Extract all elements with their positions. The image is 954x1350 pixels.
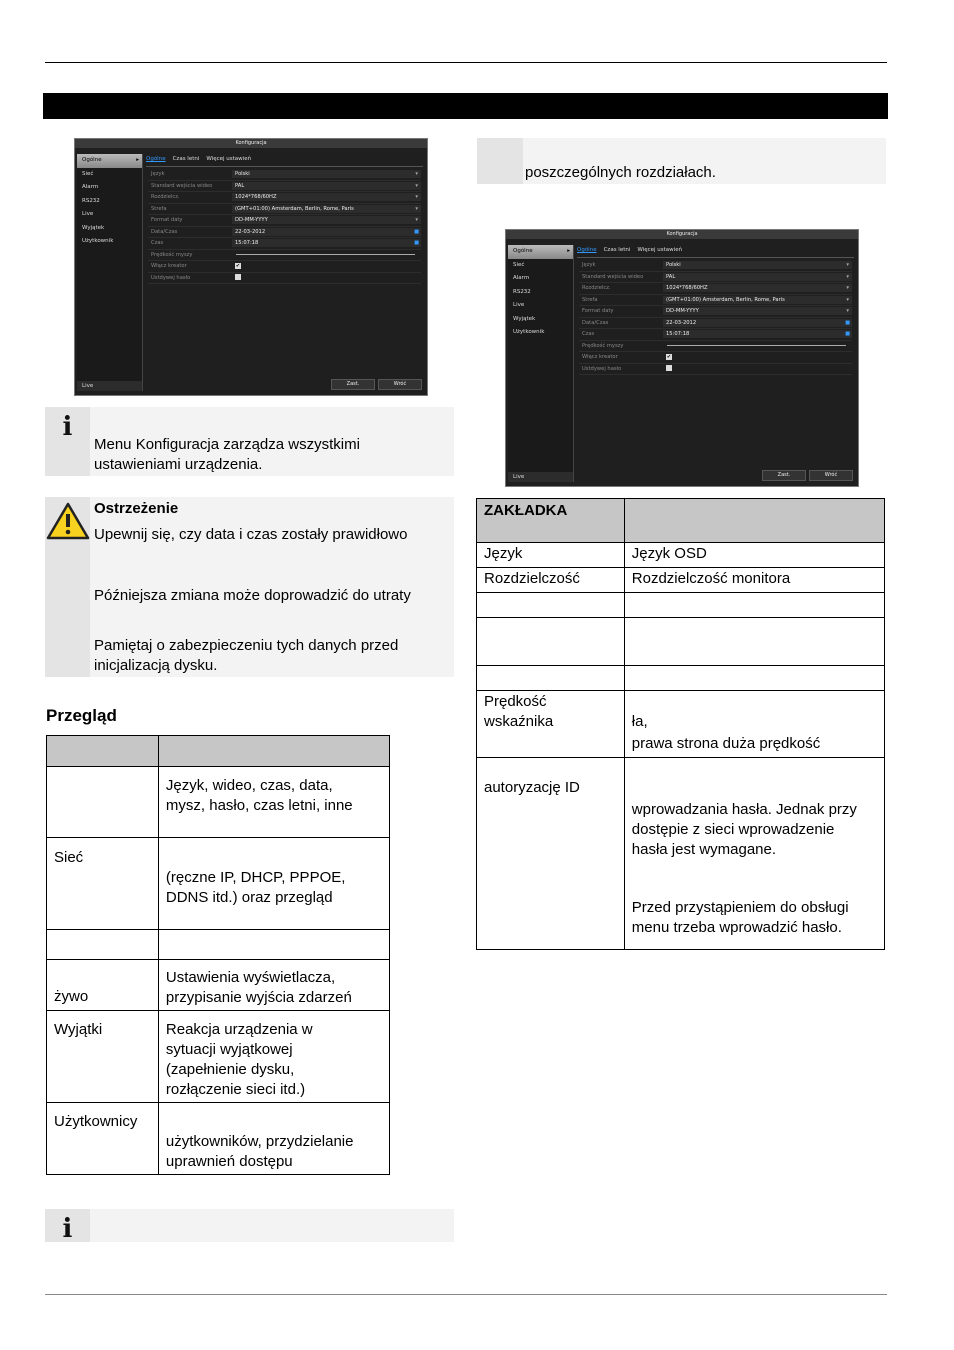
back-button[interactable]: Wróć (809, 470, 853, 481)
config-tab[interactable]: Więcej ustawień (206, 156, 252, 162)
setting-label: Standard wejścia wideo (151, 182, 213, 189)
cell-line: ła, (631, 713, 648, 730)
section-header-bar (43, 93, 888, 119)
apply-button[interactable]: Zast. (331, 379, 375, 390)
setting-row (148, 181, 421, 193)
setting-value[interactable]: Polski ▾ (663, 261, 852, 269)
setting-value[interactable]: 22-03-2012 ■ (663, 319, 852, 327)
info-icon: i (45, 407, 90, 476)
sidebar-live[interactable]: Live (508, 472, 573, 482)
back-button[interactable]: Wróć (378, 379, 422, 390)
settings-rows (579, 260, 852, 375)
window-title: Konfiguracja (506, 230, 858, 239)
setting-value[interactable] (663, 342, 852, 350)
table-cell: Sieć (47, 838, 159, 930)
config-tab[interactable]: Ogólne (146, 156, 166, 162)
table-header-row (47, 736, 390, 767)
sidebar-item[interactable]: Sieć (513, 261, 525, 268)
table-cell: Wyjątki (47, 1011, 159, 1103)
setting-value[interactable]: 15:07:18 ■ (232, 239, 421, 247)
setting-label: Strefa (151, 205, 167, 212)
note-icon-column (477, 138, 523, 184)
sidebar-item[interactable]: Ogólne ▸ (508, 245, 573, 259)
tab-table (476, 498, 885, 950)
info-box-2 (90, 1209, 454, 1242)
info-line: ustawieniami urządzenia. (94, 456, 263, 473)
sidebar-item[interactable]: Alarm (82, 184, 99, 190)
setting-row (148, 250, 421, 262)
sidebar-item[interactable]: RS232 (513, 288, 531, 295)
table-cell (624, 758, 884, 950)
table-row (477, 758, 885, 950)
table-cell (158, 1103, 389, 1175)
sidebar-item[interactable]: Wyjątek (82, 224, 105, 231)
setting-value[interactable]: 1024*768/60HZ ▾ (663, 284, 852, 292)
config-tab[interactable]: Czas letni (603, 247, 631, 253)
config-tab[interactable]: Czas letni (172, 156, 200, 162)
sidebar-item[interactable]: Sieć (82, 170, 94, 177)
table-cell (624, 618, 884, 666)
table-cell (624, 593, 884, 618)
setting-value[interactable]: DD-MM-YYYY ▾ (663, 307, 852, 315)
setting-value[interactable]: Polski ▾ (232, 170, 421, 178)
sidebar-item[interactable]: Live (513, 302, 525, 308)
table-row (47, 1011, 390, 1103)
cell-line: Reakcja urządzenia w (165, 1021, 313, 1038)
table-row (477, 593, 885, 618)
overview-heading: Przegląd (46, 706, 117, 725)
setting-value[interactable]: ✔ (666, 354, 672, 360)
warning-line-2: Późniejsza zmiana może doprowadzić do utraty (94, 587, 411, 604)
setting-row (579, 306, 852, 318)
table-row (477, 666, 885, 691)
cell-line: menu trzeba wprowadzić hasło. (631, 919, 842, 936)
table-cell (624, 691, 884, 758)
cell-line: wprowadzania hasła. Jednak przy (631, 801, 857, 818)
table-cell (624, 499, 884, 543)
setting-label: Data/Czas (582, 319, 609, 326)
setting-value[interactable]: DD-MM-YYYY ▾ (232, 216, 421, 224)
table-row (47, 1103, 390, 1175)
sidebar-item[interactable]: RS232 (82, 197, 100, 204)
setting-row (148, 192, 421, 204)
setting-value[interactable]: PAL ▾ (663, 273, 852, 281)
setting-row (579, 352, 852, 364)
sidebar-item[interactable]: Wyjątek (513, 315, 536, 322)
apply-button[interactable]: Zast. (762, 470, 806, 481)
setting-value[interactable]: 22-03-2012 ■ (232, 228, 421, 236)
config-screenshot-left (74, 138, 428, 396)
table-cell (158, 960, 389, 1011)
sidebar-item[interactable]: Użytkownik (82, 238, 114, 244)
config-sidebar (77, 154, 143, 391)
setting-value[interactable]: (GMT+01:00) Amsterdam, Berlin, Rome, Paris ▾ (663, 296, 852, 304)
config-screenshot-right (505, 229, 859, 487)
setting-row (579, 341, 852, 353)
setting-row (148, 261, 421, 273)
sidebar-item[interactable]: Ogólne ▸ (77, 154, 142, 168)
table-row (477, 691, 885, 758)
sidebar-item[interactable]: Użytkownik (513, 329, 545, 335)
table-row (47, 838, 390, 930)
sidebar-item[interactable]: Live (82, 211, 94, 217)
setting-value[interactable]: 1024*768/60HZ ▾ (232, 193, 421, 201)
setting-label: Strefa (582, 296, 598, 303)
setting-row (579, 364, 852, 376)
cell-line: Prędkość (484, 693, 547, 710)
config-tabs (577, 247, 854, 258)
cell-line: hasła jest wymagane. (631, 841, 777, 858)
setting-label: Rozdzielcz. (582, 285, 611, 291)
setting-label: Włącz kreator (582, 354, 618, 360)
config-tabs (146, 156, 423, 167)
table-cell (477, 618, 625, 666)
cell-line: Język, wideo, czas, data, (165, 777, 333, 794)
setting-label: Ustdywej hasło (582, 365, 622, 372)
table-cell (477, 691, 625, 758)
cell-line: Przed przystąpieniem do obsługi (631, 899, 849, 916)
table-cell (47, 736, 159, 767)
config-tab[interactable]: Więcej ustawień (637, 247, 683, 253)
setting-row (579, 272, 852, 284)
setting-label: Czas (151, 240, 164, 246)
table-cell (158, 838, 389, 930)
note-right-text: poszczególnych rozdziałach. (525, 164, 716, 181)
setting-value[interactable]: ✔ (235, 263, 241, 269)
bottom-rule (45, 1294, 887, 1295)
table-cell: ZAKŁADKA (477, 499, 625, 543)
table-cell (47, 930, 159, 960)
cell-line: dostępie z sieci wprowadzenie (631, 821, 835, 838)
setting-row (148, 227, 421, 239)
setting-row (579, 260, 852, 272)
setting-row (579, 283, 852, 295)
setting-row (148, 215, 421, 227)
table-row (47, 960, 390, 1011)
cell-line: użytkowników, przydzielanie (165, 1133, 354, 1150)
cell-line: DDNS itd.) oraz przegląd (165, 889, 333, 906)
warning-icon (46, 502, 90, 540)
cell-line: przypisanie wyjścia zdarzeń (165, 989, 352, 1006)
top-rule (45, 62, 887, 63)
setting-row (579, 329, 852, 341)
setting-label: Włącz kreator (151, 263, 187, 269)
table-cell: Język OSD (624, 543, 884, 568)
table-cell (477, 666, 625, 691)
setting-row (148, 204, 421, 216)
table-cell: Rozdzielczość monitora (624, 568, 884, 593)
setting-value[interactable] (663, 365, 852, 373)
setting-value[interactable] (232, 251, 421, 259)
table-cell: żywo (47, 960, 159, 1011)
info-icon: i (45, 1209, 90, 1242)
cell-line: sytuacji wyjątkowej (165, 1041, 293, 1058)
setting-label: Format daty (582, 308, 614, 314)
setting-label: Ustdywej hasło (151, 274, 191, 281)
table-cell (158, 1011, 389, 1103)
setting-value[interactable] (232, 274, 421, 282)
config-sidebar (508, 245, 574, 482)
cell-line: Ustawienia wyświetlacza, (165, 969, 336, 986)
setting-label: Format daty (151, 217, 183, 223)
setting-label: Prędkość myszy (151, 251, 193, 258)
setting-row (148, 273, 421, 285)
table-header-row (477, 499, 885, 543)
cell-line: mysz, hasło, czas letni, inne (165, 797, 353, 814)
table-cell (158, 767, 389, 838)
warning-title: Ostrzeżenie (94, 500, 179, 517)
window-title: Konfiguracja (75, 139, 427, 148)
table-row (47, 767, 390, 838)
table-cell (158, 930, 389, 960)
table-cell (158, 736, 389, 767)
warning-line-1: Upewnij się, czy data i czas zostały prawidłowo (94, 526, 408, 543)
setting-row (579, 295, 852, 307)
warning-line-4: inicjalizacją dysku. (94, 657, 218, 674)
setting-value[interactable]: (GMT+01:00) Amsterdam, Berlin, Rome, Paris ▾ (232, 205, 421, 213)
setting-label: Rozdzielcz. (151, 194, 180, 200)
setting-label: Czas (582, 331, 595, 337)
setting-label: Data/Czas (151, 228, 178, 235)
overview-table (46, 735, 390, 1175)
table-row (477, 543, 885, 568)
setting-label: Język (582, 262, 596, 268)
cell-line: uprawnień dostępu (165, 1153, 293, 1170)
table-row (477, 568, 885, 593)
setting-value[interactable]: PAL ▾ (232, 182, 421, 190)
config-tab[interactable]: Ogólne (577, 247, 597, 253)
cell-line: prawa strona duża prędkość (631, 735, 821, 752)
table-cell (47, 767, 159, 838)
setting-label: Standard wejścia wideo (582, 273, 644, 280)
setting-row (148, 169, 421, 181)
warning-line-3: Pamiętaj o zabezpieczeniu tych danych przed (94, 637, 399, 654)
setting-label: Prędkość myszy (582, 342, 624, 349)
cell-line: (zapełnienie dysku, (165, 1061, 295, 1078)
info-text-1 (94, 435, 360, 475)
cell-line: rozłączenie sieci itd.) (165, 1081, 306, 1098)
table-cell: autoryzację ID (477, 758, 625, 950)
setting-value[interactable]: 15:07:18 ■ (663, 330, 852, 338)
table-cell: Użytkownicy (47, 1103, 159, 1175)
setting-row (148, 238, 421, 250)
cell-line: wskaźnika (484, 713, 554, 730)
sidebar-live[interactable]: Live (77, 381, 142, 391)
cell-line: (ręczne IP, DHCP, PPPOE, (165, 869, 346, 886)
table-cell: Język (477, 543, 625, 568)
info-line: Menu Konfiguracja zarządza wszystkimi (94, 436, 360, 453)
table-cell (624, 666, 884, 691)
setting-label: Język (151, 171, 165, 177)
table-cell (477, 593, 625, 618)
settings-rows (148, 169, 421, 284)
table-row (477, 618, 885, 666)
table-cell: Rozdzielczość (477, 568, 625, 593)
setting-row (579, 318, 852, 330)
sidebar-item[interactable]: Alarm (513, 275, 530, 281)
table-row (47, 930, 390, 960)
